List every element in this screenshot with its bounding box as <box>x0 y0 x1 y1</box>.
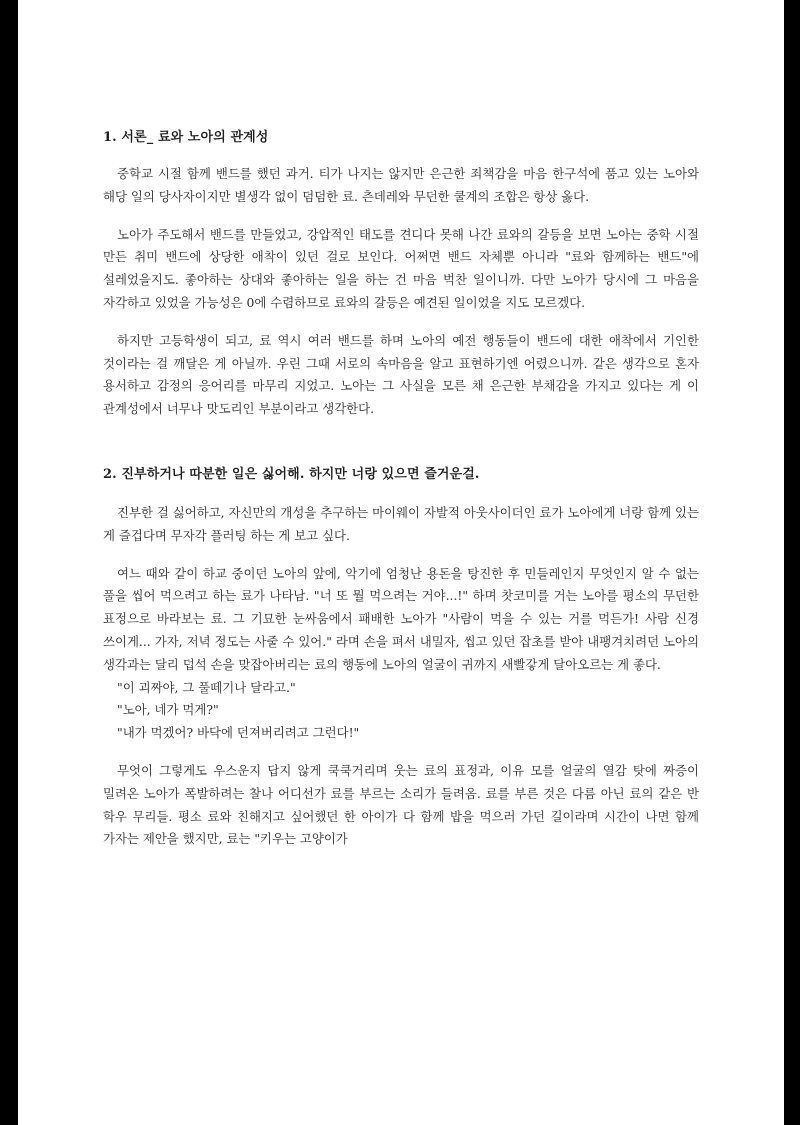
dialogue-line: "내가 먹겠어? 바닥에 던져버리려고 그런다!" <box>117 725 360 741</box>
section-2-heading: 2. 진부하거나 따분한 일은 싫어해. 하지만 너랑 있으면 즐거운걸. <box>103 466 480 482</box>
document-body <box>103 126 699 851</box>
paragraph: 진부한 걸 싫어하고, 자신만의 개성을 추구하는 마이웨이 자발적 아웃사이더인 료가 노아에게 너랑 함께 있는 게 즐겁다며 무자각 플러팅 하는 게 보고 싶다. <box>103 504 699 543</box>
dialogue-line: "이 괴짜야, 그 풀떼기나 달라고." <box>117 679 296 695</box>
paragraph: 여느 때와 같이 하교 중이던 노아의 앞에, 악기에 엄청난 용돈을 탕진한 후 민들레인지 무엇인지 알 수 없는 풀을 씹어 먹으려고 하는 료가 나타남. "너 또 뭘 먹으려는 거야...!" 하며 찻코미를 거는 노아를 평소의 무던한 표정으로 바라보는 료. 그 기묘한 눈싸움에서 패배한 노아가 "사람이 먹을 수 있는 거를 먹든가! 사람 신경 쓰이게... 가자, 저녁 정도는 사줄 수 있어." 라며 손을 펴서 내밀자, 씹고 있던 잡초를 받아 내팽겨치려던 노아의 생각과는 달리 덥석 손을 맞잡아버리는 료의 행동에 노아의 얼굴이 귀까지 새빨갛게 달아오르는 게 좋다. <box>103 565 699 672</box>
paragraph: 하지만 고등학생이 되고, 료 역시 여러 밴드를 하며 노아의 예전 행동들이 밴드에 대한 애착에서 기인한 것이라는 걸 깨달은 게 아닐까. 우린 그때 서로의 속마음을 알고 표현하기엔 어렸으니까. 같은 생각으로 혼자 용서하고 감정의 응어리를 마무리 지었고. 노아는 그 사실을 모른 채 은근한 부채감을 가지고 있다는 게 이 관계성에서 너무나 맛도리인 부분이라고 생각한다. <box>103 332 699 417</box>
section-1-heading: 1. 서론_ 료와 노아의 관계성 <box>103 130 269 145</box>
paragraph: 노아가 주도해서 밴드를 만들었고, 강압적인 태도를 견디다 못해 나간 료와의 갈등을 보면 노아는 중학 시절 만든 취미 밴드에 상당한 애착이 있던 걸로 보인다. 어쩌면 밴드 자체뿐 아니라 "료와 함께하는 밴드"에 설레었을지도. 좋아하는 상대와 좋아하는 일을 하는 건 마음 벅찬 일이니까. 다만 노아가 당시에 그 마음을 자각하고 있었을 가능성은 0에 수렴하므로 료와의 갈등은 예견된 일이었을 지도 모르겠다. <box>103 226 699 310</box>
dialogue-line: "노아, 네가 먹게?" <box>117 702 219 718</box>
document-page <box>18 0 784 1125</box>
paragraph: 중학교 시절 함께 밴드를 했던 과거. 티가 나지는 않지만 은근한 죄책감을 마음 한구석에 품고 있는 노아와 해당 일의 당사자이지만 별생각 없이 덤덤한 료. 츤데레와 무던한 쿨계의 조합은 항상 옳다. <box>103 166 699 204</box>
paragraph: 무엇이 그렇게도 우스운지 답지 않게 쿡쿡거리며 웃는 료의 표정과, 이유 모를 얼굴의 열감 탓에 짜증이 밀려온 노아가 폭발하려는 찰나 어디선가 료를 부르는 소리가 들려옴. 료를 부른 것은 다름 아닌 료의 같은 반 학우 무리들. 평소 료와 친해지고 싶어했던 한 아이가 다 함께 밥을 먹으러 가던 길이라며 시간이 나면 함께 가자는 제안을 했지만, 료는 "키우는 고양이가 <box>103 762 699 847</box>
